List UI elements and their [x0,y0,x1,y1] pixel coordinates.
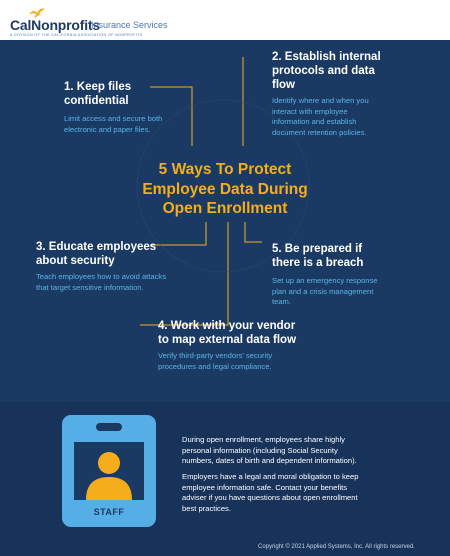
badge-clip-slot [96,423,122,431]
tip-5-title: 5. Be prepared if there is a breach [272,243,364,269]
badge-photo [74,442,144,500]
tip-2-text: Identify where and when you interact with employee information and establish document retention policies. [272,96,369,137]
tip-3-text: Teach employees how to avoid attacks that target sensitive information. [36,272,167,292]
tip-4-title: 4. Work with your vendor to map external data flow [158,320,297,346]
person-silhouette-icon [74,442,144,500]
info-paragraph-2: Employers have a legal and moral obligation to keep employee information safe. Contact your benefits adviser if you have questions about open enrollment best practices. [182,472,359,513]
logo-main-text: CalNonprofits [10,17,100,33]
tip-1-text: Limit access and secure both electronic and paper files. [64,114,163,134]
tip-2-title: 2. Establish internal protocols and data flow [272,51,381,91]
tip-3-title: 3. Educate employees about security [36,241,157,267]
headline: 5 Ways To Protect Employee Data During Open Enrollment [142,161,308,217]
connector-tip5 [245,222,262,242]
staff-badge-illustration [62,415,156,527]
info-paragraph-1: During open enrollment, employees share highly personal information (including Social Security numbers, dates of birth and dependent information). [182,435,357,465]
badge-label: STAFF [93,507,125,517]
copyright: Copyright © 2021 Applied Systems, Inc. All rights reserved. [258,544,415,550]
tip-1-title: 1. Keep files confidential [64,81,132,107]
tip-5-text: Set up an emergency response plan and a crisis management team. [272,276,378,306]
connector-tip3 [150,222,206,245]
tip-4-text: Verify third-party vendors' security procedures and legal compliance. [158,351,273,371]
logo-tagline: A DIVISION OF THE CALIFORNIA ASSOCIATION OF NONPROFITS [10,33,143,37]
logo-sub-text: Insurance Services [91,20,168,30]
